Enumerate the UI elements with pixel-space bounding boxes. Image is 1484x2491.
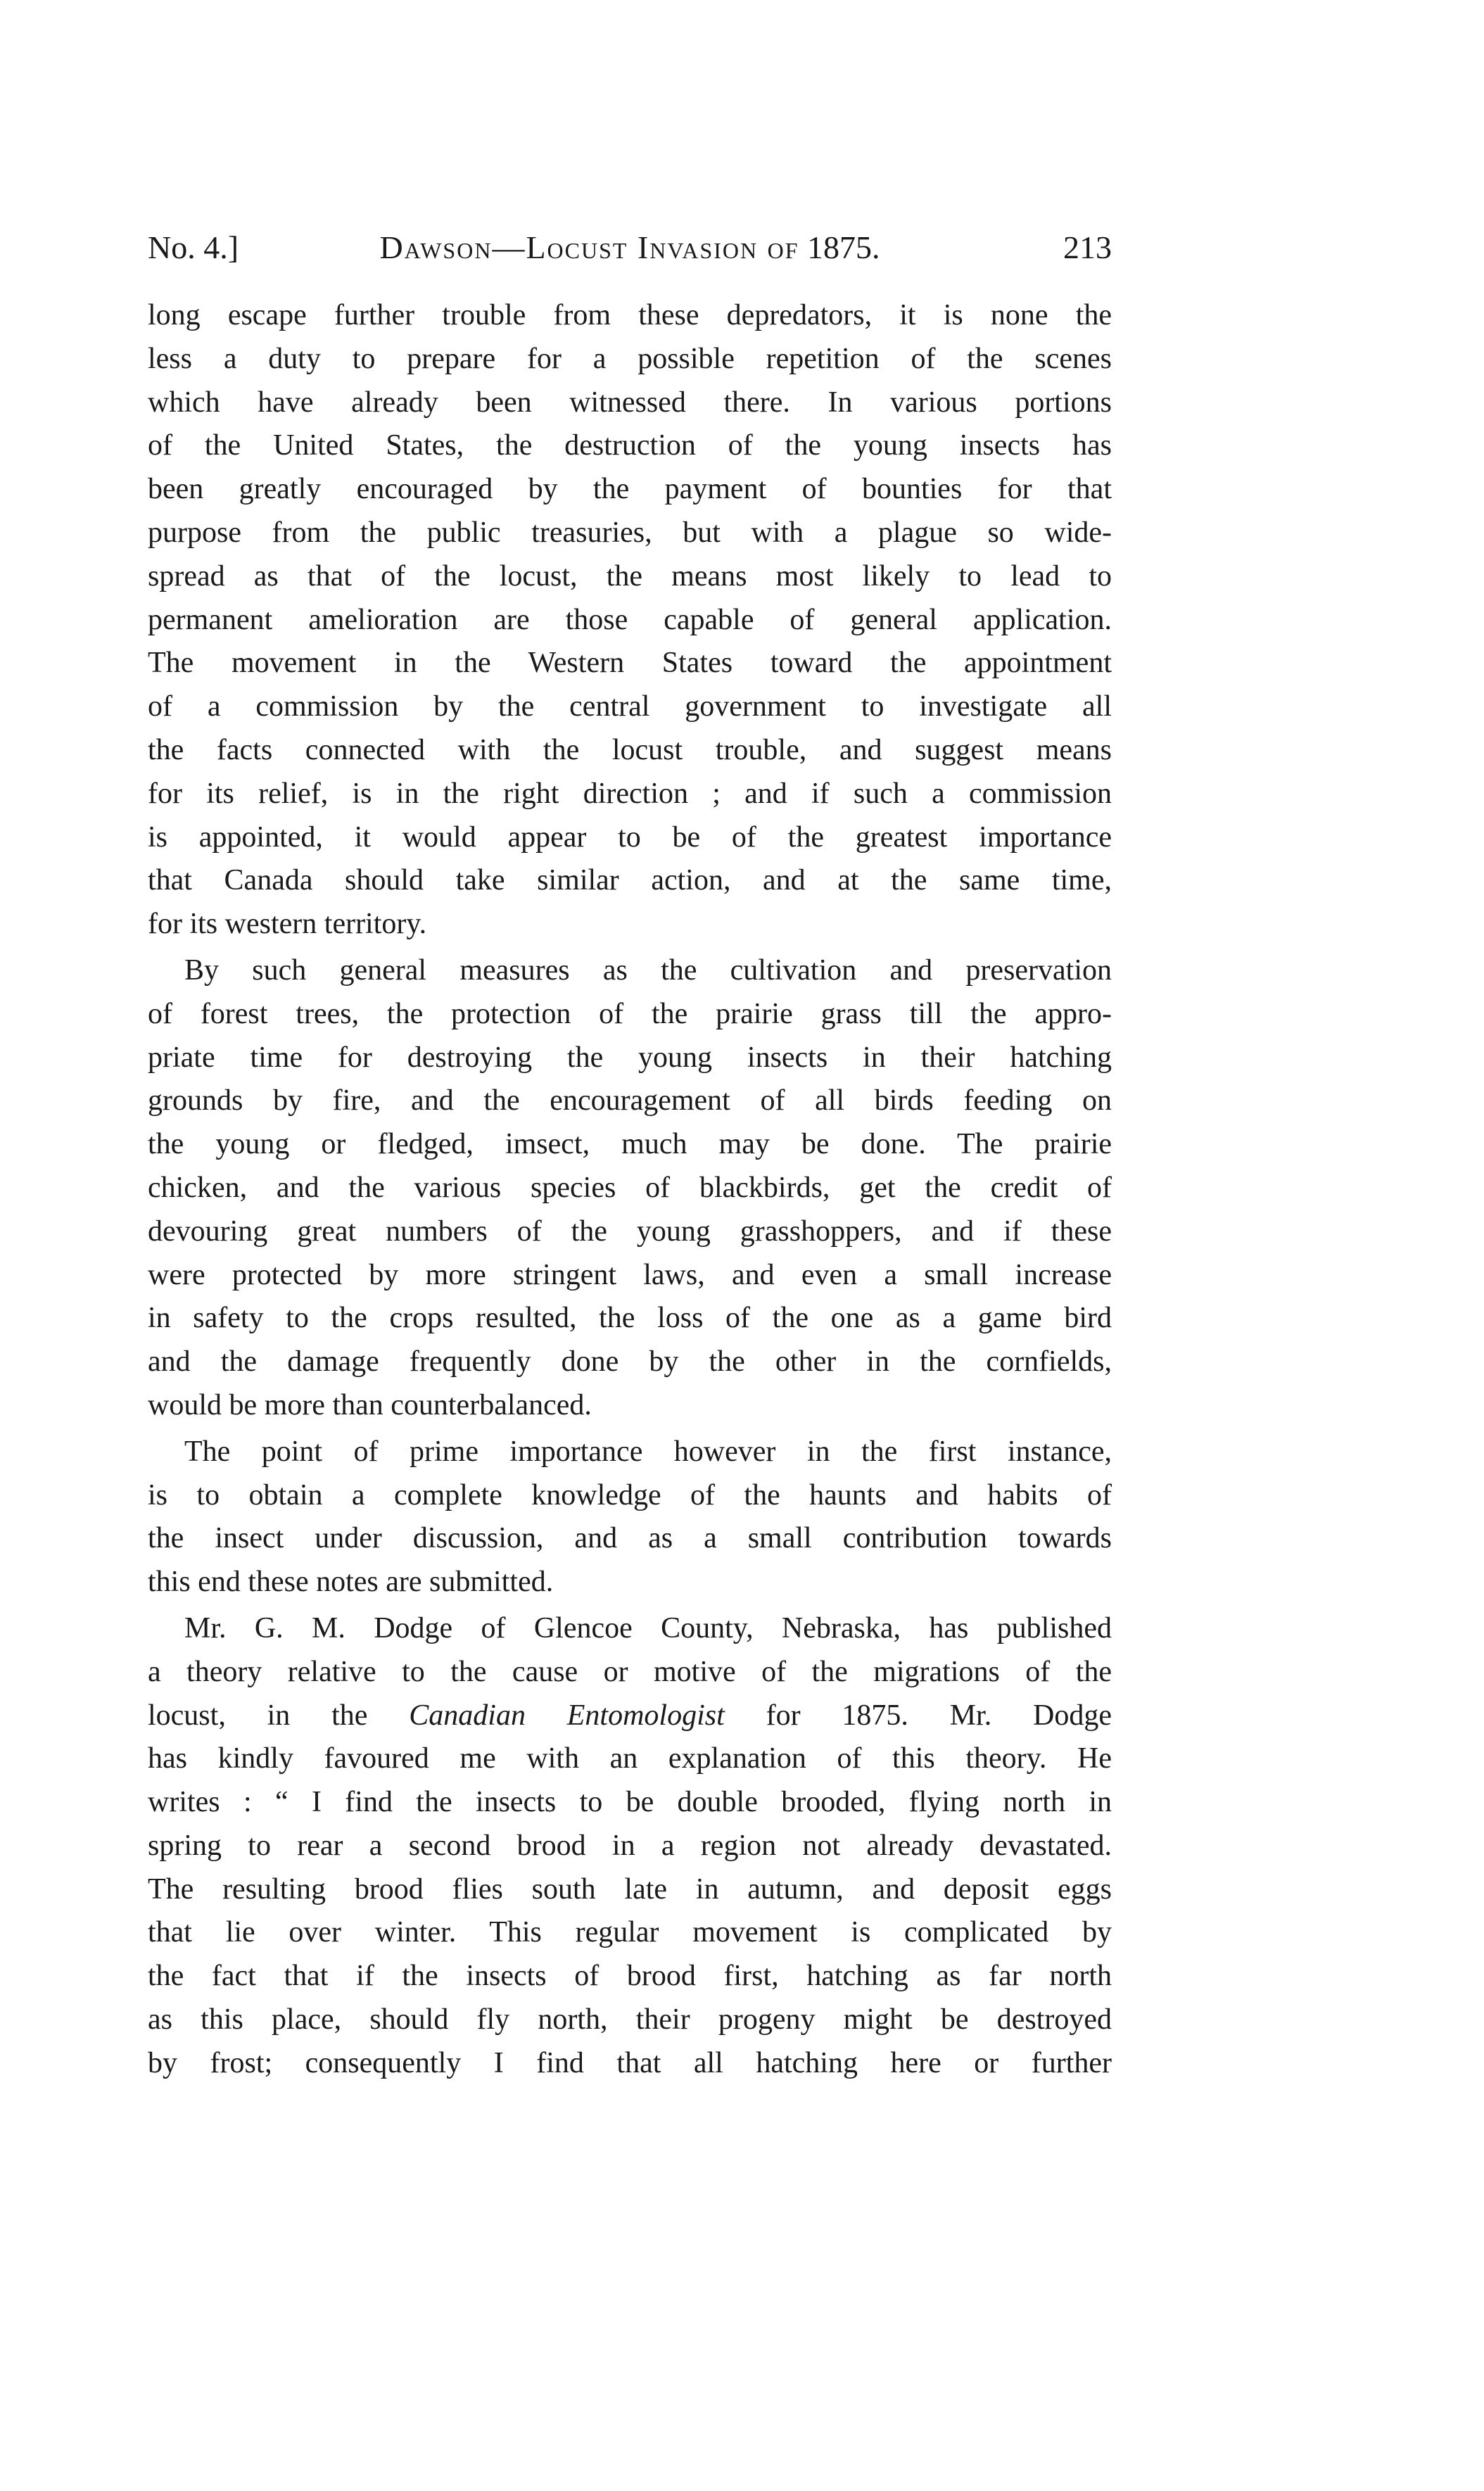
text-line: of the United States, the destruction of the young insects has — [148, 429, 1112, 462]
text-line: The movement in the Western States toward the appointment — [148, 647, 1112, 680]
text-line: purpose from the public treasuries, but with a plague so wide- — [148, 516, 1112, 549]
text-line: By such general measures as the cultivation and preservation — [184, 953, 1112, 987]
text-fragment: locust, in the — [148, 1699, 368, 1732]
text-line: writes : “ I find the insects to be double brooded, flying north in — [148, 1786, 1112, 1819]
text-line: spread as that of the locust, the means most likely to lead to — [148, 559, 1112, 592]
running-header — [148, 227, 1112, 283]
text-line: were protected by more stringent laws, and even a small increase — [148, 1258, 1112, 1291]
text-line: permanent amelioration are those capable of general application. — [148, 603, 1112, 636]
text-line: that Canada should take similar action, and at the same time, — [148, 864, 1112, 897]
text-line: grounds by fire, and the encouragement of all birds feeding on — [148, 1084, 1112, 1117]
text-line: the young or fledged, imsect, much may be done. The prairie — [148, 1128, 1112, 1161]
text-line: is appointed, it would appear to be of the greatest importance — [148, 820, 1112, 854]
text-line: and the damage frequently done by the other in the cornfields, — [148, 1345, 1112, 1378]
text-line: by frost; consequently I find that all hatching here or further — [148, 2046, 1112, 2079]
running-title-author: Dawson—Locust Invasion of — [379, 229, 799, 265]
text-line: The resulting brood flies south late in autumn, and deposit eggs — [148, 1872, 1112, 1906]
text-line: priate time for destroying the young insects in their hatching — [148, 1041, 1112, 1074]
text-line: for its western territory. — [148, 908, 427, 941]
text-line: devouring great numbers of the young grasshoppers, and if these — [148, 1215, 1112, 1248]
text-line: which have already been witnessed there. In various portions — [148, 386, 1112, 419]
text-fragment: for 1875. Mr. Dodge — [766, 1699, 1112, 1732]
running-title — [148, 227, 1112, 269]
paragraph-3 — [148, 1431, 1112, 1604]
text-line: that lie over winter. This regular movement is complicated by — [148, 1916, 1112, 1949]
text-line: long escape further trouble from these depredators, it is none the — [148, 299, 1112, 331]
text-line: chicken, and the various species of blackbirds, get the credit of — [148, 1171, 1112, 1204]
text-line: The point of prime importance however in the first instance, — [184, 1435, 1112, 1468]
paragraph-1 — [148, 294, 1112, 946]
text-line: Mr. G. M. Dodge of Glencoe County, Nebraska, has published — [184, 1611, 1112, 1644]
text-line: spring to rear a second brood in a region not already devastated. — [148, 1829, 1112, 1862]
issue-number: No. 4.] — [148, 229, 239, 265]
text-line: as this place, should fly north, their progeny might be destroyed — [148, 2003, 1112, 2036]
page-number: 213 — [1063, 229, 1112, 265]
running-title-year: 1875. — [807, 229, 880, 265]
text-line: would be more than counterbalanced. — [148, 1388, 592, 1421]
journal-title: Canadian Entomologist — [409, 1699, 725, 1732]
text-line: is to obtain a complete knowledge of the haunts and habits of — [148, 1478, 1112, 1511]
text-line: been greatly encouraged by the payment of bounties for that — [148, 473, 1112, 506]
text-line: has kindly favoured me with an explanation of this theory. He — [148, 1742, 1112, 1775]
paragraph-2 — [148, 949, 1112, 1428]
paragraph-4 — [148, 1607, 1112, 2086]
text-line: this end these notes are submitted. — [148, 1566, 554, 1599]
text-line: a theory relative to the cause or motive of the migrations of the — [148, 1655, 1112, 1688]
article-body — [148, 294, 1112, 2086]
text-line: less a duty to prepare for a possible repetition of the scenes — [148, 342, 1112, 375]
text-line: for its relief, is in the right direction ; and if such a commission — [148, 777, 1112, 810]
text-line-with-citation — [148, 1694, 1112, 1738]
text-line: the facts connected with the locust trouble, and suggest means — [148, 733, 1112, 766]
text-line: of a commission by the central government to investigate all — [148, 690, 1112, 723]
text-line: of forest trees, the protection of the prairie grass till the appro- — [148, 997, 1112, 1030]
text-line: the fact that if the insects of brood first, hatching as far north — [148, 1960, 1112, 1993]
text-line: in safety to the crops resulted, the loss of the one as a game bird — [148, 1302, 1112, 1335]
text-line: the insect under discussion, and as a small contribution towards — [148, 1522, 1112, 1555]
